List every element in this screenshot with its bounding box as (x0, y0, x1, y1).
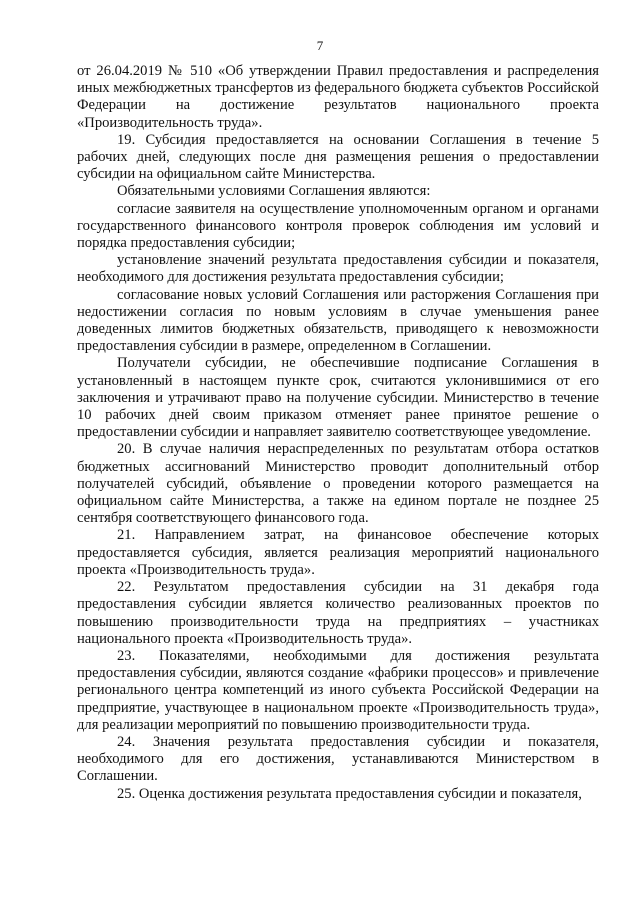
paragraph-22: 22. Результатом предоставления субсидии на 31 декабря года предоставления субсидии является количество реализованных проектов по повышению производительности труда на предприятиях – участниках национального проекта «Производительность труда». (77, 579, 599, 647)
paragraph-23: 23. Показателями, необходимыми для достижения результата предоставления субсидии, являются создание «фабрики процессов» и привлечение регионального центра компетенций из иного субъекта Российской Федерации на предприятие, участвующее в национальном проекте «Производительность труда», для реализации мероприятий по повышению производительности труда. (77, 647, 599, 733)
page-number: 7 (316, 38, 324, 53)
paragraph-p18-continuation: от 26.04.2019 № 510 «Об утверждении Правил предоставления и распределения иных межбюджетных трансфертов из федерального бюджета субъектов Российской Федерации на достижение результатов национального проекта «Производительность труда». (77, 63, 599, 131)
paragraph-24: 24. Значения результата предоставления субсидии и показателя, необходимого для его достижения, устанавливаются Министерством в Соглашении. (77, 733, 599, 785)
paragraph-19: 19. Субсидия предоставляется на основании Соглашения в течение 5 рабочих дней, следующих после дня размещения решения о предоставлении субсидии на официальном сайте Министерства. (77, 131, 599, 183)
paragraph-21: 21. Направлением затрат, на финансовое обеспечение которых предоставляется субсидия, является реализация мероприятий национального проекта «Производительность труда». (77, 527, 599, 578)
paragraph-conditions-intro: Обязательными условиями Соглашения являются: (117, 183, 431, 200)
paragraph-25: 25. Оценка достижения результата предоставления субсидии и показателя, (117, 785, 582, 802)
paragraph-20: 20. В случае наличия нераспределенных по результатам отбора остатков бюджетных ассигнований Министерство проводит дополнительный отбор получателей субсидий, объявление о проведении которого размещается на официальном сайте Министерства, а также на едином портале не позднее 25 сентября соответствующего финансового года. (77, 441, 599, 527)
paragraph-recipients-evasion: Получатели субсидии, не обеспечившие подписание Соглашения в установленный в настоящем пункте срок, считаются уклонившимися от его заключения и утрачивают право на получение субсидии. Министерство в течение 10 рабочих дней своим приказом отменяет ранее принятое решение о предоставлении субсидии и направляет заявителю соответствующее уведомление. (77, 355, 599, 441)
paragraph-condition-values: установление значений результата предоставления субсидии и показателя, необходимого для достижения результата предоставления субсидии; (77, 252, 599, 286)
paragraph-condition-new-terms: согласование новых условий Соглашения или расторжения Соглашения при недостижении согласия по новым условиям в случае уменьшения ранее доведенных лимитов бюджетных обязательств, приводящего к невозможности предоставления субсидии в размере, определенном в Соглашении. (77, 286, 599, 355)
document-body (77, 63, 599, 803)
paragraph-condition-consent: согласие заявителя на осуществление уполномоченным органом и органами государственного финансового контроля проверок соблюдения им условий и порядка предоставления субсидии; (77, 200, 599, 252)
